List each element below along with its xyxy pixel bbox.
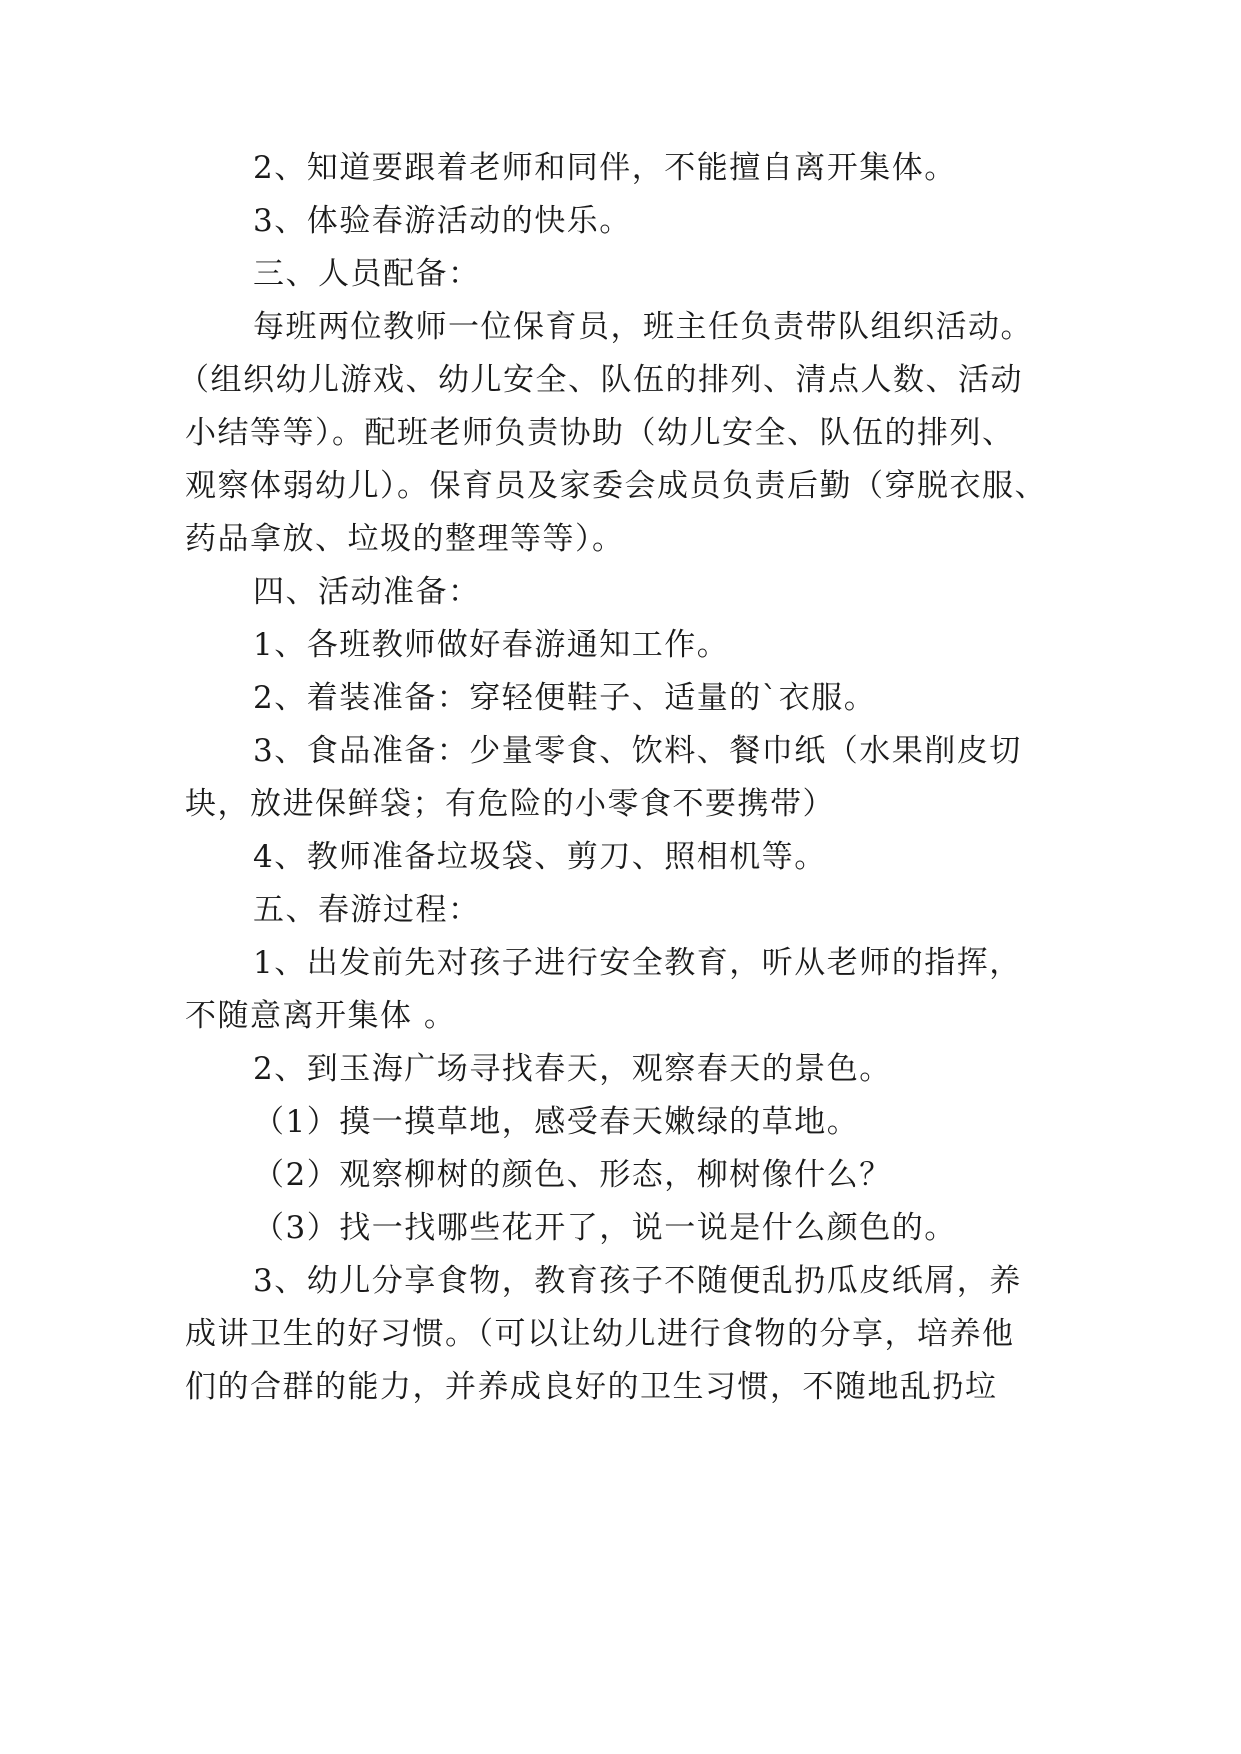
text-line: 3、食品准备：少量零食、饮料、餐巾纸（水果削皮切 bbox=[253, 733, 1022, 769]
list-item: （2）观察柳树的颜色、形态，柳树像什么？ bbox=[253, 1157, 892, 1193]
section-heading: 五、春游过程： bbox=[253, 892, 481, 928]
text-line: （组织幼儿游戏、幼儿安全、队伍的排列、清点人数、活动 bbox=[178, 362, 1023, 398]
text-line: 2、着装准备：穿轻便鞋子、适量的`衣服。 bbox=[253, 680, 877, 716]
text-line: 不随意离开集体 。 bbox=[185, 998, 457, 1034]
text-line: 块，放进保鲜袋；有危险的小零食不要携带） bbox=[185, 786, 835, 822]
text-line: 成讲卫生的好习惯。（可以让幼儿进行食物的分享，培养他 bbox=[185, 1316, 1015, 1352]
text-line: 观察体弱幼儿）。保育员及家委会成员负责后勤（穿脱衣服、 bbox=[185, 468, 1047, 504]
text-line: 每班两位教师一位保育员，班主任负责带队组织活动。 bbox=[253, 309, 1033, 345]
text-line: 4、教师准备垃圾袋、剪刀、照相机等。 bbox=[253, 839, 827, 875]
list-item: （1）摸一摸草地，感受春天嫩绿的草地。 bbox=[253, 1104, 860, 1140]
text-line: 3、幼儿分享食物，教育孩子不随便乱扔瓜皮纸屑，养 bbox=[253, 1263, 1022, 1299]
text-line: 2、到玉海广场寻找春天，观察春天的景色。 bbox=[253, 1051, 892, 1087]
section-heading: 四、活动准备： bbox=[253, 574, 481, 610]
text-line: 们的合群的能力，并养成良好的卫生习惯，不随地乱扔垃 bbox=[185, 1369, 998, 1405]
text-line: 3、体验春游活动的快乐。 bbox=[253, 203, 632, 239]
text-line: 1、各班教师做好春游通知工作。 bbox=[253, 627, 730, 663]
text-line: 1、出发前先对孩子进行安全教育，听从老师的指挥， bbox=[253, 945, 1022, 981]
section-heading: 三、人员配备： bbox=[253, 256, 481, 292]
text-line: 药品拿放、垃圾的整理等等）。 bbox=[185, 521, 625, 557]
text-line: 小结等等）。配班老师负责协助（幼儿安全、队伍的排列、 bbox=[185, 415, 1015, 451]
list-item: （3）找一找哪些花开了，说一说是什么颜色的。 bbox=[253, 1210, 957, 1246]
text-line: 2、知道要跟着老师和同伴，不能擅自离开集体。 bbox=[253, 150, 957, 186]
